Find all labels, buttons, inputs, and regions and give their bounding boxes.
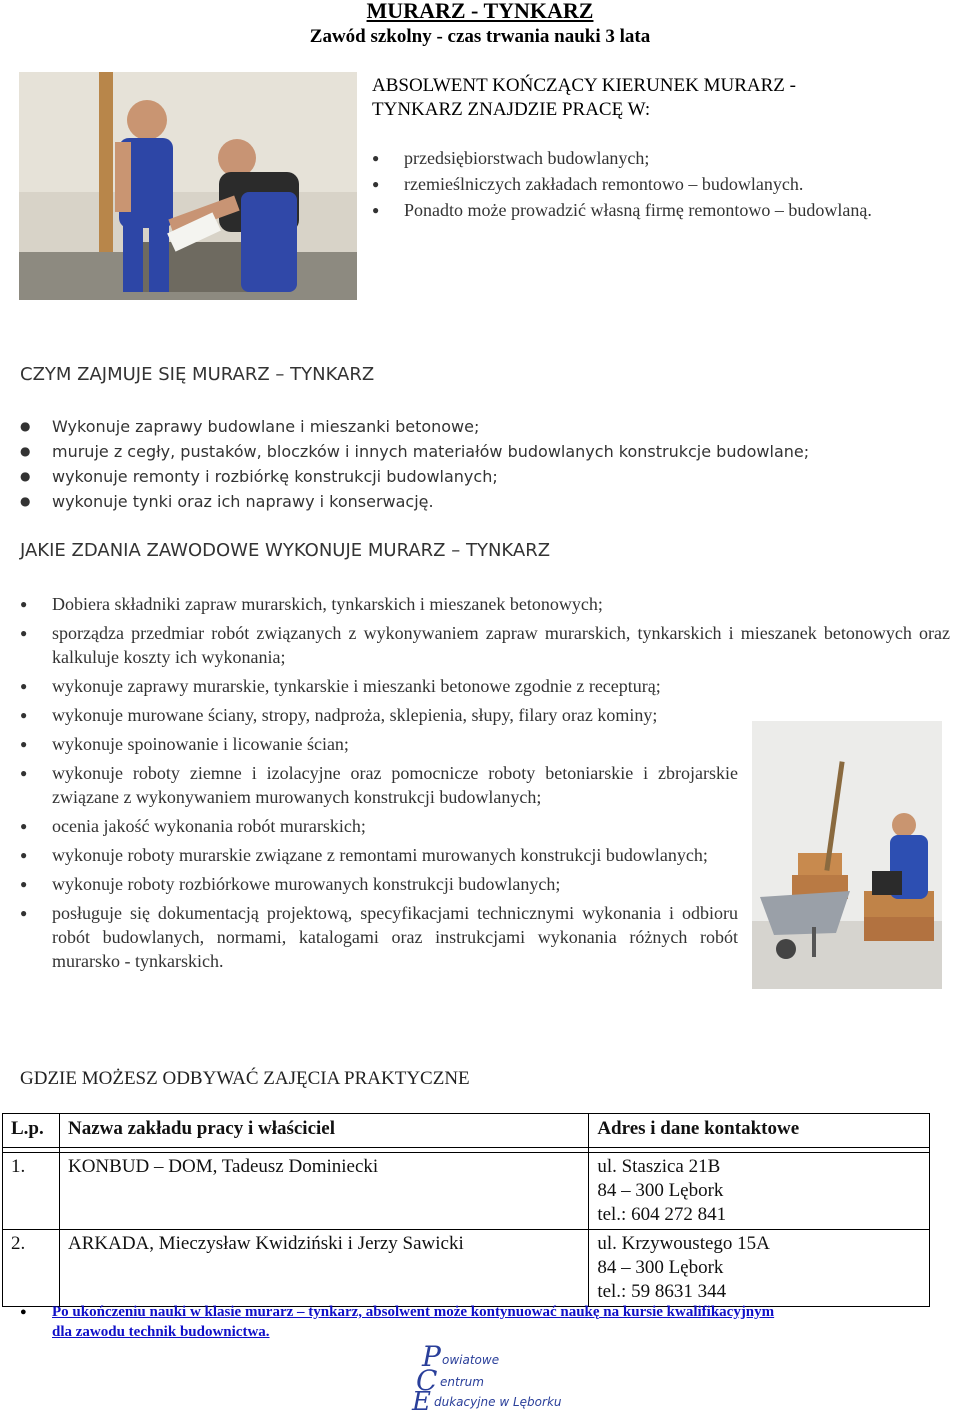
page-title: MURARZ - TYNKARZ <box>366 0 594 23</box>
list-item: ● muruje z cegły, pustaków, bloczków i innych materiałów budowlanych konstrukcje budowlane; <box>20 439 920 464</box>
list-item: ● Wykonuje zaprawy budowlane i mieszanki betonowe; <box>20 414 920 439</box>
duties-list <box>20 414 920 514</box>
graduate-heading-line1: ABSOLWENT KOŃCZĄCY KIERUNEK MURARZ - <box>372 75 796 96</box>
graduate-heading-line2: TYNKARZ ZNAJDZIE PRACĘ W: <box>372 99 651 120</box>
list-item: ● rzemieślniczych zakładach remontowo – budowlanych. <box>372 171 932 197</box>
company-address <box>589 1230 930 1307</box>
address-line: tel.: 59 8631 344 <box>597 1281 727 1302</box>
company-name: KONBUD – DOM, Tadeusz Dominiecki <box>59 1153 588 1230</box>
address-line: 84 – 300 Lębork <box>597 1257 724 1278</box>
photo-plasterers <box>19 72 357 300</box>
list-item: ● wykonuje roboty murarskie związane z remontami murowanych konstrukcji budowlanych; <box>20 843 738 867</box>
logo-letter-p: P <box>422 1340 441 1373</box>
logo-line3: dukacyjne w Lęborku <box>434 1395 562 1409</box>
continuation-note-link[interactable] <box>20 1302 920 1342</box>
address-line: ul. Krzywoustego 15A <box>597 1233 770 1254</box>
list-item: ● wykonuje remonty i rozbiórkę konstrukcji budowlanych; <box>20 464 920 489</box>
list-item: ● wykonuje zaprawy murarskie, tynkarskie i mieszanki betonowe zgodnie z recepturą; <box>20 674 812 698</box>
table-header-row <box>3 1114 930 1148</box>
photo-bricklayer <box>752 721 942 989</box>
photo-bricklayer-illustration <box>752 721 942 989</box>
list-item: ● ocenia jakość wykonania robót murarskich; <box>20 814 738 838</box>
page-subtitle: Zawód szkolny - czas trwania nauki 3 lata <box>309 26 651 47</box>
company-address <box>589 1153 930 1230</box>
table-row <box>3 1230 930 1307</box>
photo-plasterers-illustration <box>19 72 357 300</box>
table-row <box>3 1153 930 1230</box>
column-header: L.p. <box>3 1114 60 1148</box>
logo-line1: owiatowe <box>442 1353 500 1367</box>
list-item: ● wykonuje spoinowanie i licowanie ścian; <box>20 732 738 756</box>
graduate-workplaces-list <box>372 145 932 223</box>
row-number: 1. <box>3 1153 60 1230</box>
school-logo <box>410 1340 590 1412</box>
column-header: Adres i dane kontaktowe <box>589 1114 930 1148</box>
company-name: ARKADA, Mieczysław Kwidziński i Jerzy Sawicki <box>59 1230 588 1307</box>
list-item: ● wykonuje tynki oraz ich naprawy i konserwację. <box>20 489 920 514</box>
practice-places-table <box>2 1113 930 1307</box>
list-item: ● wykonuje roboty ziemne i izolacyjne oraz pomocnicze roboty betoniarskie i zbrojarskie związane z wykonywaniem murowanych konstrukcji budowlanych; <box>20 761 738 809</box>
logo-letter-e: E <box>412 1387 431 1412</box>
note-line2[interactable]: dla zawodu technik budownictwa. <box>52 1324 270 1340</box>
practice-heading: GDZIE MOŻESZ ODBYWAĆ ZAJĘCIA PRAKTYCZNE <box>20 1068 470 1089</box>
list-item: ● wykonuje murowane ściany, stropy, nadproża, sklepienia, słupy, filary oraz kominy; <box>20 703 738 727</box>
list-item: ● przedsiębiorstwach budowlanych; <box>372 145 932 171</box>
row-number: 2. <box>3 1230 60 1307</box>
logo-letter-c: C <box>416 1364 438 1397</box>
address-line: ul. Staszica 21B <box>597 1156 721 1177</box>
note-line1[interactable]: ● Po ukończeniu nauki w klasie murarz – tynkarz, absolwent może kontynuować naukę na kursie kwalifikacyjnym <box>52 1304 775 1320</box>
logo-line2: entrum <box>440 1375 484 1389</box>
list-item: ● sporządza przedmiar robót związanych z wykonywaniem zapraw murarskich, tynkarskich i mieszanek betonowych oraz kalkuluje koszty ich wykonania; <box>20 621 950 669</box>
address-line: 84 – 300 Lębork <box>597 1180 724 1201</box>
column-header: Nazwa zakładu pracy i właściciel <box>59 1114 588 1148</box>
school-logo-mark <box>410 1340 590 1412</box>
address-line: tel.: 604 272 841 <box>597 1204 727 1225</box>
tasks-heading: JAKIE ZDANIA ZAWODOWE WYKONUJE MURARZ – TYNKARZ <box>20 540 551 561</box>
list-item: ● wykonuje roboty rozbiórkowe murowanych konstrukcji budowlanych; <box>20 872 738 896</box>
list-item: ● Ponadto może prowadzić własną firmę remontowo – budowlaną. <box>372 197 932 223</box>
duties-heading: CZYM ZAJMUJE SIĘ MURARZ – TYNKARZ <box>20 364 375 385</box>
graduate-heading <box>372 74 892 122</box>
list-item: ● Dobiera składniki zapraw murarskich, tynkarskich i mieszanek betonowych; <box>20 592 752 616</box>
list-item: ● posługuje się dokumentacją projektową, specyfikacjami technicznymi wykonania i odbioru robót budowlanych, normami, katalogami oraz instrukcjami wykonania różnych robót murarsko - tynkarskich. <box>20 901 738 973</box>
